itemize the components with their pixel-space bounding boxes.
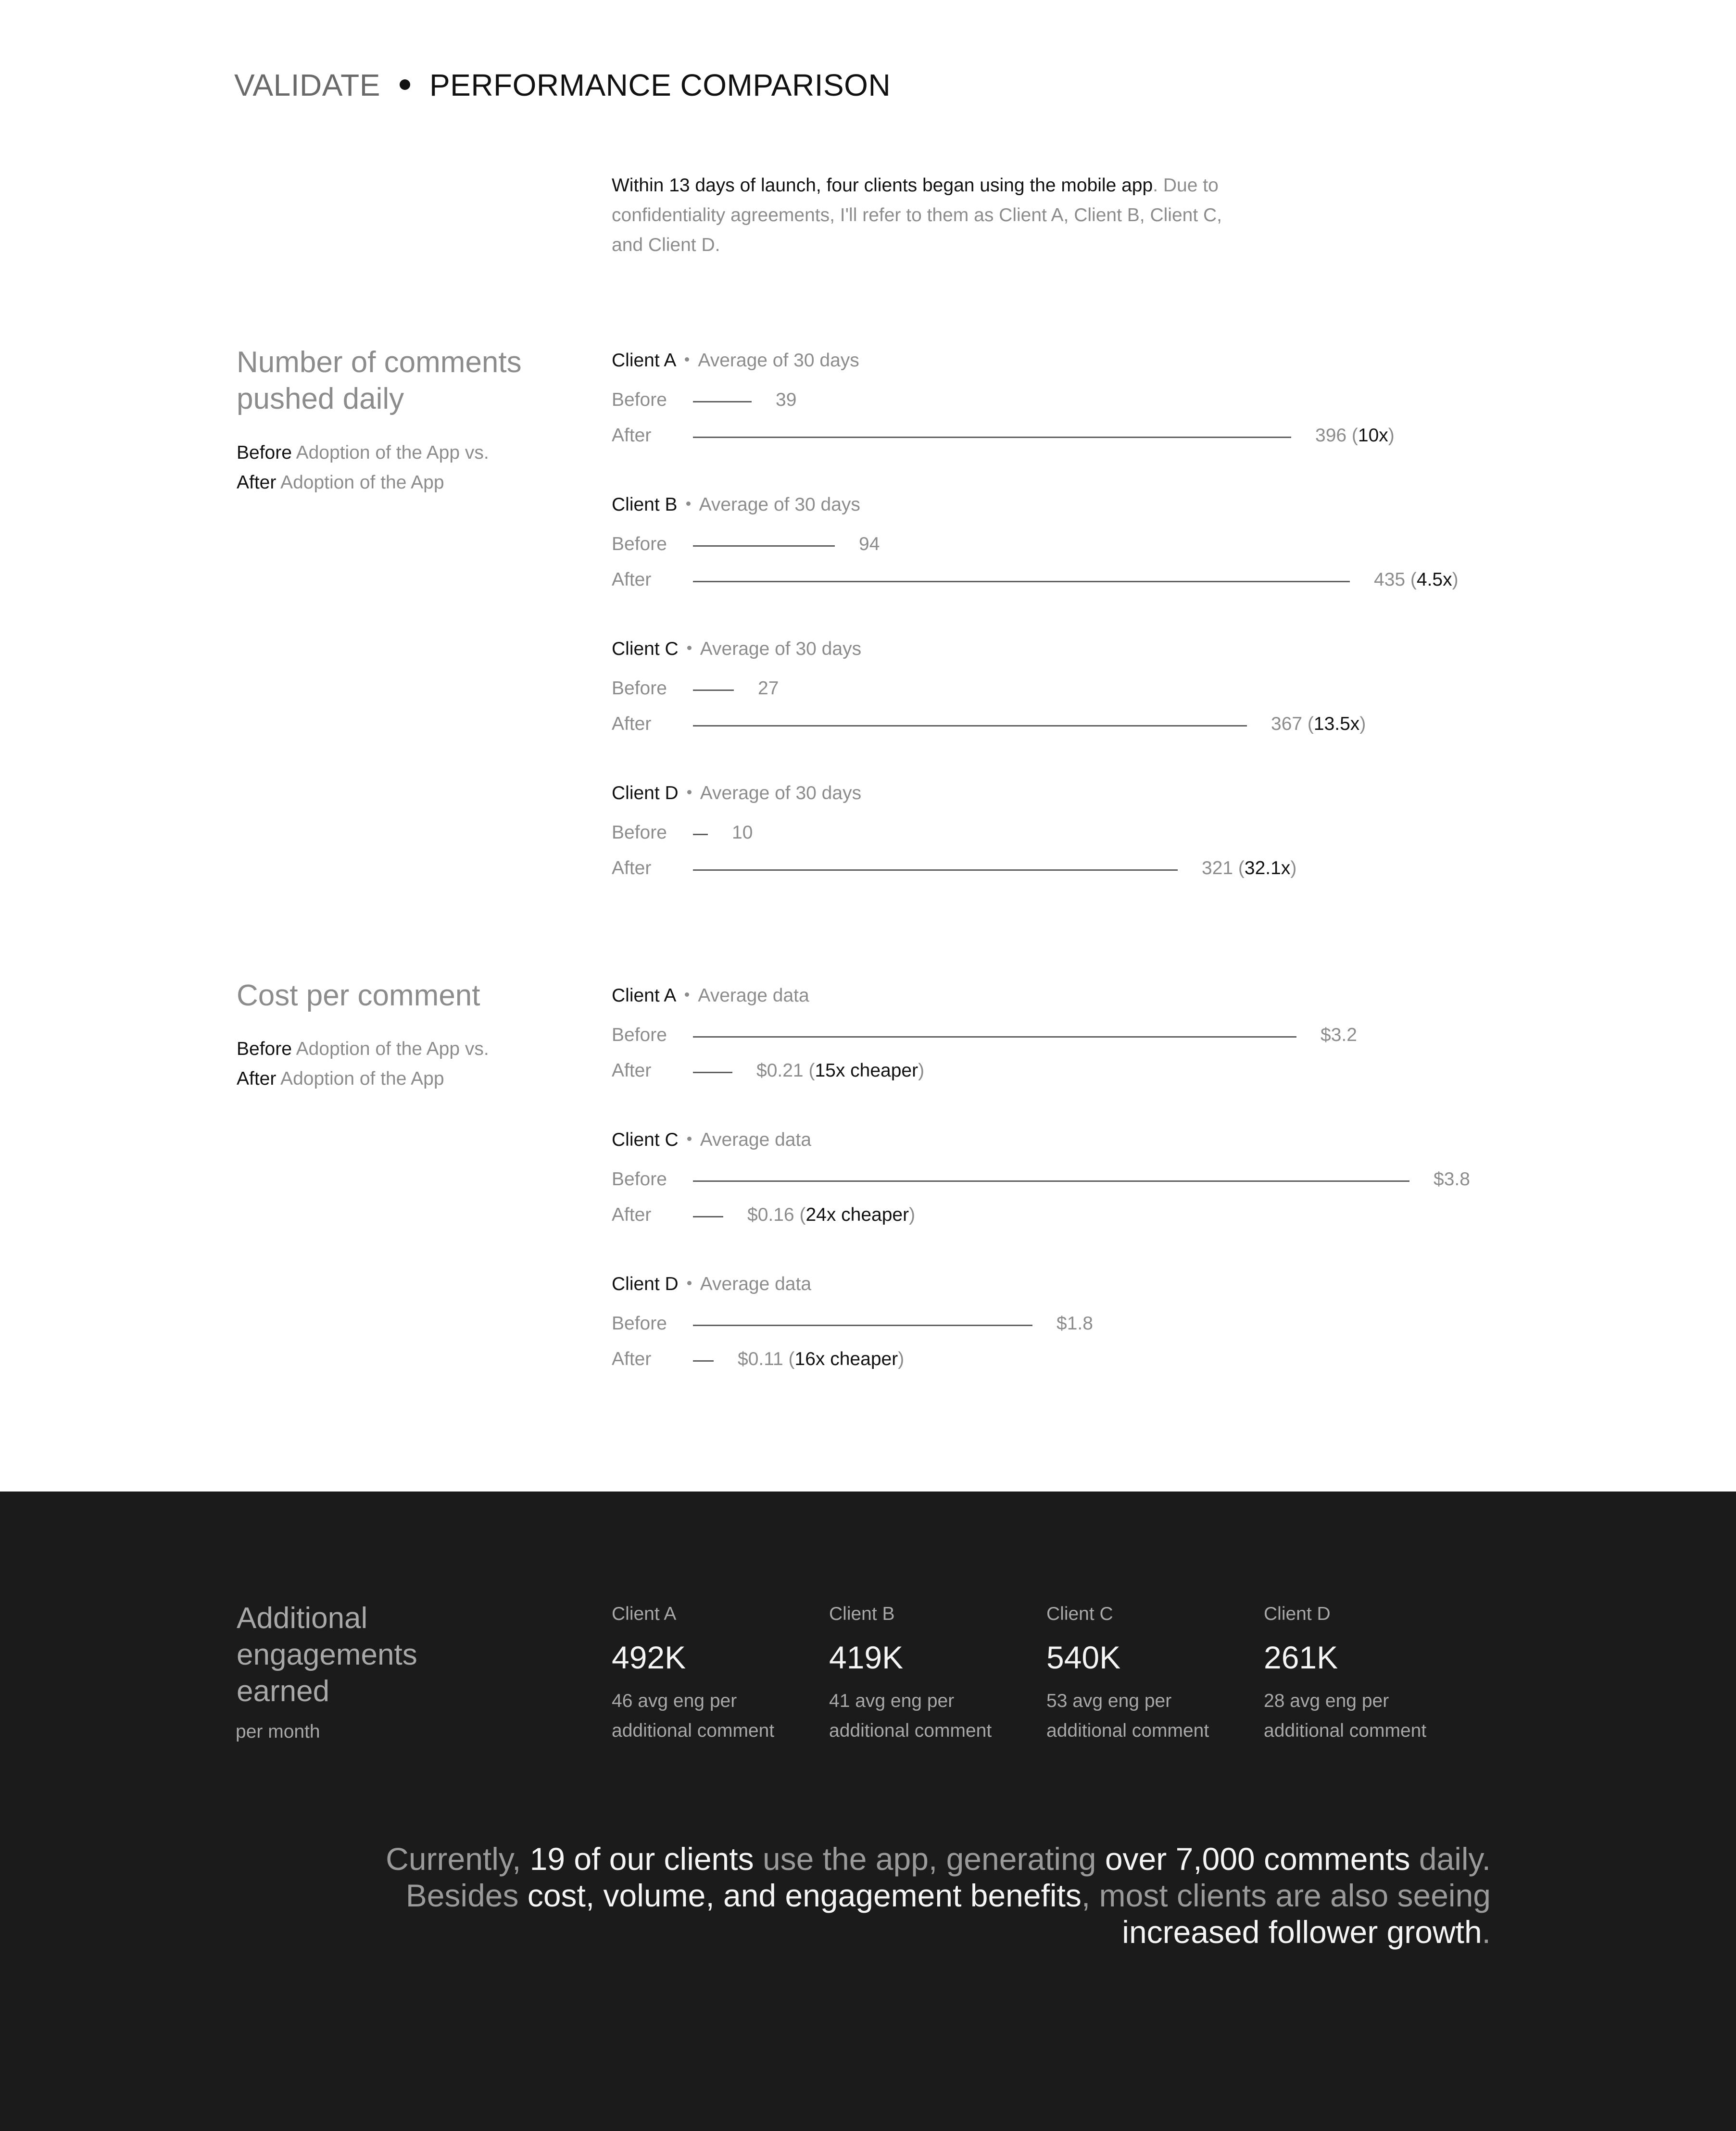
client-name: Client B — [612, 494, 678, 515]
bar-after — [693, 1072, 732, 1073]
dot-separator — [687, 1281, 692, 1285]
sub-after: After — [237, 1068, 277, 1089]
engagement-client-value: 540K — [1046, 1640, 1121, 1675]
client-name: Client A — [612, 985, 677, 1006]
closing-p1: Currently, — [386, 1841, 530, 1877]
comments-section-subtitle — [237, 438, 564, 498]
closing-p5: . — [1482, 1914, 1491, 1950]
after-label: After — [612, 858, 652, 878]
section-header — [234, 67, 891, 103]
value-text: $3.2 — [1321, 1025, 1357, 1045]
engagement-client-desc: 53 avg eng per additional comment — [1046, 1691, 1209, 1741]
bar-after — [693, 725, 1247, 727]
value-label-after: 367 (13.5x) — [1271, 714, 1366, 734]
engagement-client-d — [1264, 1604, 1466, 1746]
client-note: Average of 30 days — [698, 350, 859, 371]
engagement-client-c — [1046, 1604, 1248, 1746]
chart-group-head — [612, 783, 861, 804]
value-text: 10 — [732, 822, 753, 843]
after-label: After — [612, 425, 652, 446]
before-label: Before — [612, 389, 667, 410]
value-label-before — [1321, 1025, 1357, 1046]
bar-before — [693, 1180, 1409, 1182]
sub-mid: Adoption of the App vs. — [291, 442, 489, 463]
sub-end: Adoption of the App — [276, 1068, 444, 1089]
value-text: $0.11 — [738, 1349, 783, 1369]
value-label-after: $0.16 (24x cheaper) — [747, 1204, 916, 1225]
client-name: Client C — [612, 1129, 679, 1150]
engagement-client-name: Client B — [829, 1604, 895, 1624]
dot-separator — [685, 357, 689, 362]
bar-before — [693, 401, 752, 402]
engagement-client-value: 261K — [1264, 1640, 1338, 1675]
value-label-after: $0.11 (16x cheaper) — [738, 1349, 905, 1369]
ratio-text: 32.1x — [1244, 858, 1291, 878]
value-label-after: $0.21 (15x cheaper) — [756, 1060, 925, 1081]
dot-separator — [687, 790, 692, 794]
cost-section-title: Cost per comment — [237, 979, 480, 1012]
value-label-before — [1057, 1313, 1093, 1334]
engagement-client-desc: 28 avg eng per additional comment — [1264, 1691, 1427, 1741]
engagement-per: per month — [236, 1721, 320, 1742]
value-text: 39 — [776, 389, 797, 410]
ratio-text: 16x cheaper — [794, 1349, 898, 1369]
ratio-text: 10x — [1358, 425, 1388, 446]
value-text: 321 — [1202, 858, 1233, 878]
client-note: Average data — [700, 1129, 812, 1150]
header-dot-separator — [400, 79, 410, 90]
after-label: After — [612, 569, 652, 590]
intro-rest: . Due to confidentiality agreements, I'll refer to them as Client A, Client B, Client C, and Client D. — [612, 175, 1222, 255]
value-text: $0.16 — [747, 1204, 794, 1225]
before-label: Before — [612, 1169, 667, 1190]
dot-separator — [685, 992, 689, 997]
dot-separator — [687, 1137, 692, 1141]
client-note: Average of 30 days — [700, 639, 862, 659]
bar-before — [693, 834, 708, 835]
sub-end: Adoption of the App — [276, 472, 444, 493]
after-label: After — [612, 1349, 652, 1369]
closing-h4: increased follower growth — [1122, 1914, 1482, 1950]
sub-before: Before — [237, 1039, 292, 1059]
dot-separator — [686, 501, 691, 506]
value-text: 396 — [1315, 425, 1347, 446]
engagement-panel — [0, 1492, 1736, 2131]
closing-statement — [385, 1841, 1491, 1950]
bar-before — [693, 1036, 1296, 1038]
value-text: $0.21 — [756, 1060, 804, 1081]
bar-after — [693, 581, 1350, 582]
engagement-client-b — [829, 1604, 1031, 1746]
ratio-text: 15x cheaper — [815, 1060, 918, 1081]
value-text: $3.8 — [1434, 1169, 1470, 1190]
cost-section-subtitle — [237, 1034, 564, 1094]
bar-after — [693, 869, 1178, 871]
value-text: 94 — [859, 534, 880, 554]
closing-p4: , most clients are also seeing — [1081, 1878, 1491, 1913]
bar-after — [693, 437, 1291, 438]
intro-lead: Within 13 days of launch, four clients began using the mobile app — [612, 175, 1153, 196]
chart-group-head — [612, 985, 809, 1006]
client-name: Client D — [612, 1274, 679, 1294]
client-note: Average of 30 days — [700, 783, 862, 803]
chart-group-head — [612, 494, 860, 515]
value-label-before — [776, 389, 796, 411]
closing-h2: over 7,000 comments — [1105, 1841, 1410, 1877]
before-label: Before — [612, 1025, 667, 1045]
chart-group-head — [612, 1129, 811, 1151]
closing-h1: 19 of our clients — [529, 1841, 754, 1877]
sub-mid: Adoption of the App vs. — [291, 1039, 489, 1059]
value-label-after: 396 (10x) — [1315, 425, 1395, 446]
before-label: Before — [612, 678, 667, 699]
client-note: Average data — [700, 1274, 812, 1294]
chart-group-head — [612, 350, 859, 371]
engagement-client-name: Client D — [1264, 1604, 1331, 1624]
before-label: Before — [612, 822, 667, 843]
value-label-before — [732, 822, 753, 843]
after-label: After — [612, 1204, 652, 1225]
value-label-before — [859, 534, 880, 555]
engagement-client-desc: 46 avg eng per additional comment — [612, 1691, 775, 1741]
sub-before: Before — [237, 442, 292, 463]
closing-h3: cost, volume, and engagement benefits — [527, 1878, 1082, 1913]
value-label-after: 435 (4.5x) — [1374, 569, 1459, 590]
engagement-client-name: Client C — [1046, 1604, 1113, 1624]
value-text: 435 — [1374, 569, 1406, 590]
ratio-text: 4.5x — [1416, 569, 1452, 590]
intro-paragraph — [612, 171, 1251, 260]
dot-separator — [687, 646, 692, 650]
chart-group-head — [612, 1274, 811, 1295]
value-text: 367 — [1271, 714, 1303, 734]
client-name: Client C — [612, 639, 679, 659]
bar-before — [693, 689, 734, 691]
bar-before — [693, 545, 835, 547]
bar-after — [693, 1216, 723, 1217]
closing-p3: daily. Besides — [405, 1841, 1491, 1913]
value-label-after: 321 (32.1x) — [1202, 858, 1297, 878]
after-label: After — [612, 714, 652, 734]
bar-before — [693, 1325, 1032, 1326]
engagement-client-name: Client A — [612, 1604, 677, 1624]
client-name: Client A — [612, 350, 677, 371]
value-text: $1.8 — [1057, 1313, 1093, 1334]
bar-after — [693, 1360, 714, 1362]
header-kicker: VALIDATE — [234, 68, 380, 102]
client-note: Average data — [698, 985, 809, 1006]
engagement-client-a — [612, 1604, 814, 1746]
closing-p2: use the app, generating — [754, 1841, 1105, 1877]
sub-after: After — [237, 472, 277, 493]
value-label-before — [758, 678, 779, 699]
before-label: Before — [612, 1313, 667, 1334]
engagement-client-value: 419K — [829, 1640, 904, 1675]
client-note: Average of 30 days — [699, 494, 860, 515]
header-title: PERFORMANCE COMPARISON — [429, 68, 891, 102]
client-name: Client D — [612, 783, 679, 803]
engagement-title: Additional engagements earned — [237, 1602, 417, 1708]
comments-section-title: Number of comments pushed daily — [237, 346, 522, 415]
ratio-text: 24x cheaper — [805, 1204, 909, 1225]
value-label-before — [1434, 1169, 1470, 1190]
before-label: Before — [612, 534, 667, 554]
chart-group-head — [612, 639, 861, 660]
after-label: After — [612, 1060, 652, 1081]
value-text: 27 — [758, 678, 779, 699]
engagement-client-desc: 41 avg eng per additional comment — [829, 1691, 992, 1741]
ratio-text: 13.5x — [1313, 714, 1360, 734]
engagement-client-value: 492K — [612, 1640, 686, 1675]
